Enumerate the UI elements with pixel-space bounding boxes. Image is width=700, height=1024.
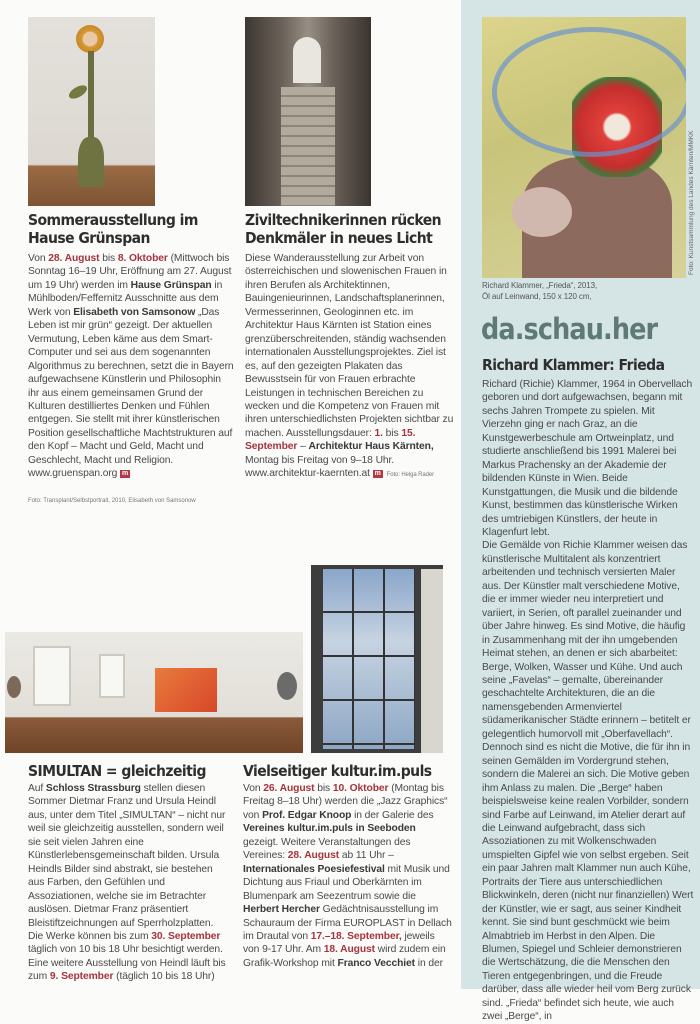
sidebar-paragraph-2: [482, 539, 694, 1023]
date-highlight: 17.–18. September,: [310, 930, 402, 942]
text-run: Gedächtnisausstellung im Schauraum der Firma EUROPLAST in Dellach im Drautal von: [243, 904, 452, 942]
text-run: täglich von 10 bis 18 Uhr besichtigt werden. Eine weitere Ausstellung von Heindl läuft bis zum: [28, 944, 226, 983]
photo-frieda-painting: [482, 17, 686, 278]
bold-text: Architektur Haus Kärnten,: [308, 441, 434, 453]
article-body-kulturimpuls: [243, 782, 453, 970]
article-body-simultan: [28, 782, 230, 984]
text-run: in der Galerie des: [351, 809, 434, 821]
text-run: wird zudem ein Grafik-Workshop mit: [243, 944, 446, 969]
text-run: „Das Leben ist mir grün“ gezeigt. Der aktuellen Vermutung, Leben käme aus dem Smart-Computer und sei aus dem sogenannten Algorithmus zu berechnen, setzt die in Bayern aufgewachsene Künstlerin und Philosophin ihr aus einem gemeinsamen Grund der Kulturen destilliertes Denken und Fühlen entgegen. Sie stellt mit ihrer künstlerischen Position gesellschaftliche Machtstrukturen auf den Kopf – Macht und Geld, Macht und Geschlecht, Macht und Religion. www.gruenspan.org: [28, 306, 234, 480]
bold-text: Vereines kultur.im.puls in Seeboden: [243, 823, 416, 835]
text-run: gezeigt. Weitere Veranstaltungen des Vereines:: [243, 836, 411, 862]
date-highlight: 8. Oktober: [117, 253, 168, 264]
bold-text: Schloss Strassburg: [45, 783, 141, 794]
date-highlight: 9. September: [49, 971, 114, 983]
date-highlight: 28. August: [287, 850, 340, 862]
photo-sunflower-sculpture: [28, 17, 155, 206]
photo-stairway: [245, 17, 371, 206]
text-run: ab 11 Uhr –: [339, 850, 394, 862]
section-title: da.schau.her: [481, 312, 658, 346]
text-run: bis: [99, 253, 118, 264]
text-run: bis: [314, 783, 333, 794]
date-highlight: 1.: [374, 427, 383, 439]
article-title-simultan: SIMULTAN = gleichzeitig: [28, 762, 206, 780]
painting-photo-credit: Foto: Kunstsammlung des Landes Kärnten/MMKK: [688, 130, 695, 275]
text-run: Von: [243, 783, 264, 794]
date-highlight: 26. August: [263, 783, 315, 794]
text-run: Richard (Richie) Klammer, 1964 in Obervellach geboren und dort aufgewachsen, begann mit sechs Jahren Trompete zu spielen. Mit Vierzehn ging er nach Graz, an die Kunstgewerbeschule am Ortweinplatz, und studierte anschließend bis 1991 Malerei bei Markus Prachensky an der Akademie der bildenden Künste in Wien. Beide Kunstgattungen, die Musik und die bildende Kunst, bestimmen das künstlerische Wirken des umtriebigen Künstlers, der heute in Klagenfurt lebt.: [482, 379, 693, 538]
sidebar-paragraph-1: [482, 378, 694, 539]
magazine-logo-icon: m: [374, 469, 381, 477]
text-run: stellen diesen Sommer Dietmar Franz und Ursula Heindl aus, unter dem Titel „SIMULTAN“ – nicht nur weil sie gleichzeitig ausstellen, sondern weil sie seit vielen Jahren eine Künstlerlebensgemeinschaft bilden. Ursula Heindls Bilder sind abstrakt, sie bestehen aus Farben, den Gefühlen und Assoziationen, welche sie im Betrachter auslösen. Dietmar Franz präsentiert Bleistiftzeichnungen auf Sperrholzplatten. Die Werke können bis zum: [28, 783, 226, 942]
date-highlight: 15. September: [245, 427, 416, 453]
article-body-gruenspan: [28, 252, 234, 481]
painting-caption-line2: Öl auf Leinwand, 150 x 120 cm,: [482, 291, 592, 301]
photo-exhibition-room: [5, 632, 303, 753]
painting-caption: [482, 281, 682, 302]
magazine-logo-icon: m: [122, 469, 129, 477]
text-run: Auf: [28, 783, 46, 794]
date-highlight: 28. August: [48, 253, 100, 264]
article-title-gruenspan: Sommerausstellung im Hause Grünspan: [28, 211, 198, 247]
text-run: Von: [28, 253, 49, 264]
photo-glass-facade: [311, 565, 443, 753]
bold-text: Hause Grünspan: [130, 279, 212, 291]
text-run: Diese Wanderausstellung zur Arbeit von österreichischen und slowenischen Frauen in ihren Berufen als Architektinnen, Bauingenieurinnen, Landschaftsplanerinnen, Vermesserinnen, Geologinnen etc. im Architektur Haus Kärnten ist Station eines grenzüberschreitenden, ständig wachsenden internationalen Ausstellungsprojektes. Ziel ist es, auf den gezeigten Plakaten das Bewusstsein für von Frauen erbrachte Leistungen in technischen Bereichen zu wecken und die Kompetenz von Frauen mit ihren unterschiedlichsten Projekten sichtbar zu machen. Ausstellungsdauer:: [245, 253, 454, 439]
text-run: bis: [382, 427, 402, 439]
bold-text: Prof. Edgar Knoop: [262, 809, 352, 821]
date-highlight: 30. September: [151, 930, 221, 942]
bold-text: Elisabeth von Samsonow: [73, 306, 196, 318]
text-run: (Montag bis Freitag 8–18 Uhr) werden die „Jazz Graphics“ von: [243, 783, 448, 821]
photo-credit: Foto: Helga Rader: [386, 472, 435, 479]
painting-caption-line1: Richard Klammer, „Frieda“, 2013,: [482, 281, 598, 290]
article-title-kulturimpuls: Vielseitiger kultur.im.puls: [243, 762, 432, 780]
text-run: Montag bis Freitag von 9–18 Uhr. www.architektur-kaernten.at: [245, 454, 395, 480]
bold-text: Franco Vecchiet: [337, 957, 415, 969]
text-run: –: [297, 441, 309, 453]
sidebar-article-body: [482, 378, 694, 1024]
article-body-ziviltechnikerinnen: [245, 252, 455, 483]
text-run: (täglich 10 bis 18 Uhr): [113, 971, 215, 983]
bold-text: Internationales Poesiefestival: [243, 863, 385, 875]
date-highlight: 18. August: [323, 944, 375, 956]
date-highlight: 10. Oktober: [332, 783, 389, 794]
text-run: Die Gemälde von Richie Klammer weisen das künstlerische Multitalent als konzentriert arbeitenden und technisch versierten Maler aus. Der Künstler malt verschiedene Motive, die er immer wieder neu interpretiert und variiert, in Serien, oft parallel zueinander und über Jahre hinweg. Es sind Motive, die häufig in Zusammenhang mit der ihn umgebenden Heimat stehen, an denen er sich abarbeitet: Berge, Wolken, Wasser und Kühe. Und auch seine „Favelas“ – gemalte, übereinander geschachtelte Architekturen, die an die namensgebenden Armenviertel südamerikanischer Städte erinnern – betitelt er gelegentlich humorvoll mit „Oberfavellach“. Dennoch sind es nicht die Motive, die für ihn in seinen Gemälden im Vordergrund stehen, sondern die Malerei an sich. Die Motive geben ihm Anlass zu malen. Die „Berge“ haben beispielsweise keine realen Vorbilder, sondern sind Farbe auf Leinwand, im Atelier derart auf die Leinwand aufgebracht, dass sich Assoziationen zu mit Wolkenschwaden umspielten Gipfel wie von selbst ergeben. Seit ein paar Jahren malt Klammer nun auch Kühe, Portraits der Tiere aus unterschiedlichen Blickwinkeln, deren (nicht nur finanziellen) Wert der Künstler, wie er sagt, aus seiner Kindheit kennt. Sie sind bunt geschmückt wie beim Almabtrieb im Herbst in den Alpen. Die Blumen, Spiegel und Schleier demonstrieren die Wertschätzung, die die Menschen den Tieren entgegenbringen, und die Freude darüber, dass alle wieder heil vom Berg zurück sind. „Frieda“ befindet sich heute, wie auch zwei „Berge“, in: [482, 540, 694, 1023]
text-run: in der: [415, 957, 443, 969]
photo-credit-gruenspan: Foto: Transplant/Selbstportrait, 2010, Elisabeth von Samsonow: [28, 498, 196, 504]
text-run: in Mühlboden/Feffernitz Ausschnitte aus dem Werk von: [28, 279, 223, 318]
bold-text: Herbert Hercher: [243, 904, 320, 916]
text-run: jeweils von 9-17 Uhr. Am: [243, 930, 435, 956]
text-run: (Mittwoch bis Sonntag 16–19 Uhr, Eröffnung am 27. August um 19 Uhr) werden im: [28, 253, 232, 291]
text-run: mit Musik und Dichtung aus Friaul und Oberkärnten im Blumenpark am Seezentrum sowie die: [243, 863, 450, 902]
article-title-ziviltechnikerinnen: Ziviltechnikerinnen rücken Denkmäler in neues Licht: [245, 211, 442, 247]
sidebar-article-title: Richard Klammer: Frieda: [482, 356, 665, 374]
